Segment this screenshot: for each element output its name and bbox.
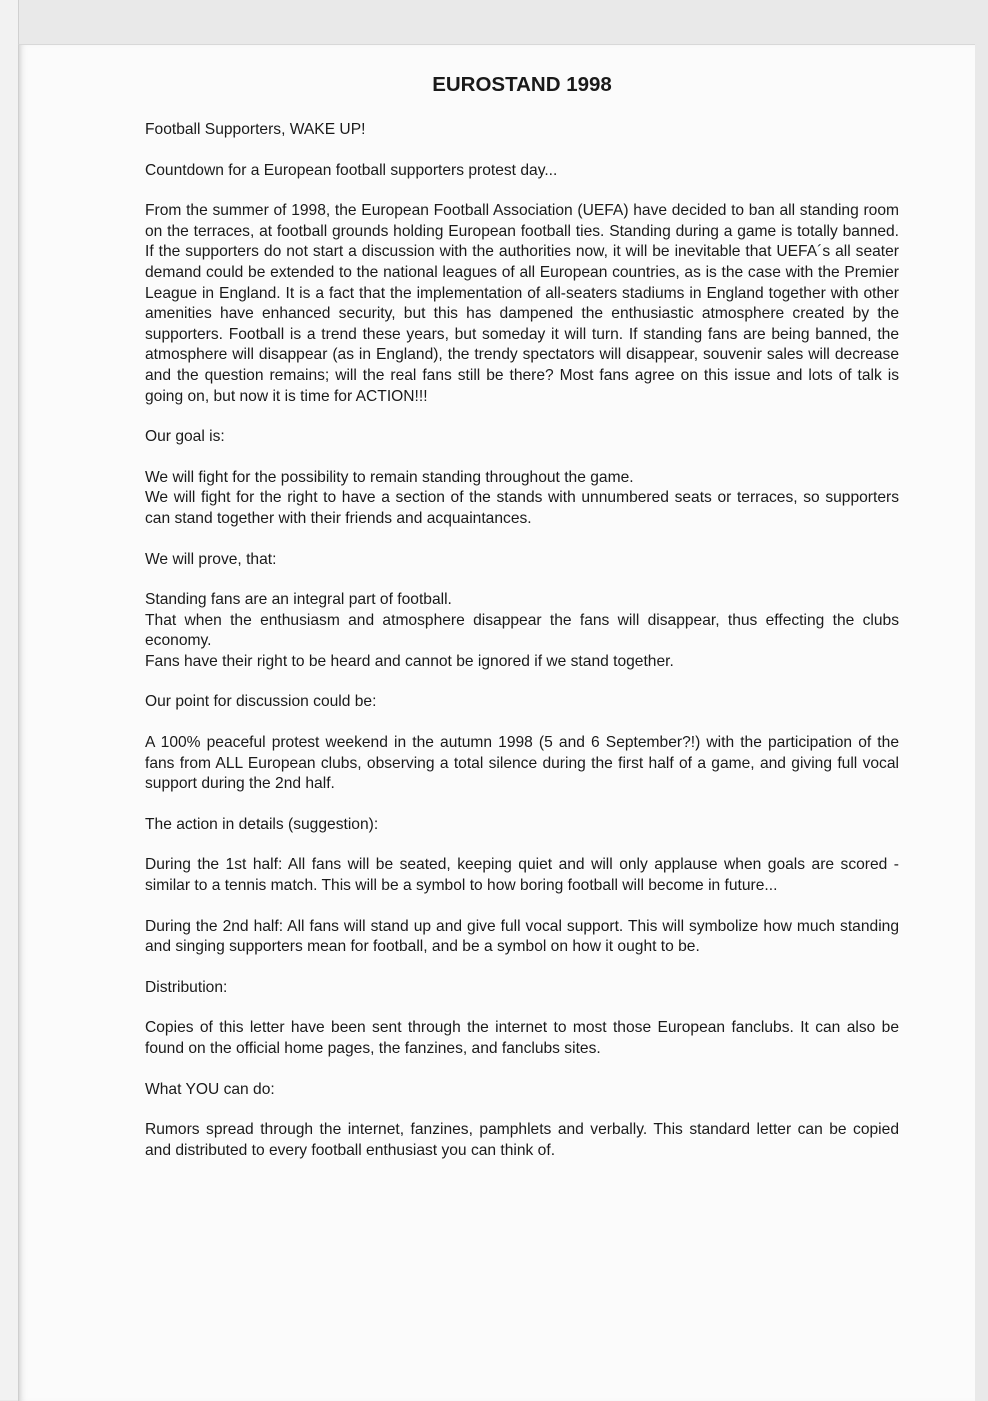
countdown-line: Countdown for a European football supporters protest day... (145, 161, 558, 179)
first-half-paragraph: During the 1st half: All fans will be seated, keeping quiet and will only applause when goals are scored - similar to a tennis match. This will be a symbol to how boring football will become in future... (145, 856, 899, 895)
prove-item: That when the enthusiasm and atmosphere disappear the fans will disappear, thus effecting the clubs economy. (145, 611, 899, 650)
prove-heading: We will prove, that: (145, 550, 277, 568)
prove-item: Standing fans are an integral part of football. (145, 591, 452, 609)
goal-heading: Our goal is: (145, 428, 225, 446)
wake-up-line: Football Supporters, WAKE UP! (145, 121, 366, 138)
prove-item: Fans have their right to be heard and cannot be ignored if we stand together. (145, 652, 674, 670)
action-heading: The action in details (suggestion): (145, 815, 379, 833)
discussion-paragraph: A 100% peaceful protest weekend in the autumn 1998 (5 and 6 September?!) with the participation of the fans from ALL European clubs, observing a total silence during the first half of a game, and giving full vocal support during the 2nd half. (145, 734, 899, 793)
goal-item: We will fight for the possibility to remain standing throughout the game. (145, 468, 634, 486)
intro-paragraph: From the summer of 1998, the European Football Association (UEFA) have decided to ban all standing room on the terraces, at football grounds holding European football ties. Standing during a game is totally banned. If the supporters do not start a discussion with the authorities now, it will be inevitable that UEFA´s all seater demand could be extended to the national leagues of all European countries, as is the case with the Premier League in England. It is a fact that the implementation of all-seaters stadiums in England together with other amenities have enhanced security, but this has dampened the enthusiastic atmosphere created by the supporters. Football is a trend these years, but someday it will turn. If standing fans are being banned, the atmosphere will disappear (as in England), the trendy spectators will disappear, souvenir sales will decrease and the question remains; will the real fans still be there? Most fans agree on this issue and lots of talk is going on, but now it is time for ACTION!!! (145, 202, 899, 405)
page-title: EUROSTAND 1998 (432, 73, 612, 96)
what-heading: What YOU can do: (145, 1080, 275, 1098)
letter-body (145, 72, 899, 1181)
goal-item: We will fight for the right to have a section of the stands with unnumbered seats or terraces, so supporters can stand together with their friends and acquaintances. (145, 489, 899, 527)
what-paragraph: Rumors spread through the internet, fanzines, pamphlets and verbally. This standard letter can be copied and distributed to every football enthusiast you can think of. (145, 1121, 899, 1159)
page-binding-edge (0, 0, 19, 1400)
distribution-heading: Distribution: (145, 978, 228, 996)
discussion-heading: Our point for discussion could be: (145, 693, 377, 711)
distribution-paragraph: Copies of this letter have been sent through the internet to most those European fanclubs. It can also be found on the official home pages, the fanzines, and fanclubs sites. (145, 1019, 899, 1057)
second-half-paragraph: During the 2nd half: All fans will stand up and give full vocal support. This will symbolize how much standing and singing supporters mean for football, and be a symbol on how it ought to be. (145, 917, 899, 956)
